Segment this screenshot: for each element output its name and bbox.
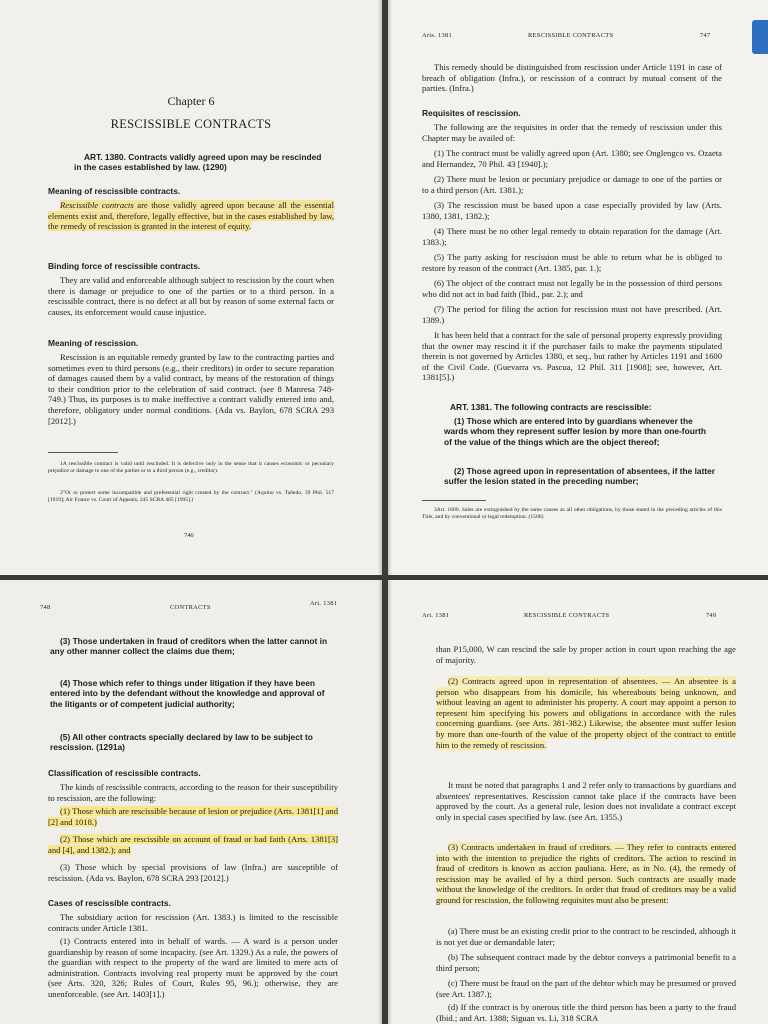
- running-head-center: RESCISSIBLE CONTRACTS: [528, 32, 614, 39]
- page-748: [0, 580, 382, 1024]
- running-head-left: Arts. 1381: [422, 32, 452, 39]
- art-1381-item-3: (3) Those undertaken in fraud of creditors when the latter cannot in any other manner collect the claims due them;: [50, 636, 328, 657]
- footnote-1: 1A rescissible contract is valid until rescinded. It is defective only in the sense that it causes economic or pecuniary prejudice or damage to one of the parties or to a third person (e.g., creditor).: [48, 461, 334, 474]
- running-head-left: Art. 1381: [422, 612, 450, 619]
- page-gutter-shadow: [388, 580, 392, 1024]
- page-number: 749: [706, 612, 717, 619]
- requisite-4: (4) There must be no other legal remedy to obtain reparation for the damage (Art. 1383.);: [422, 226, 722, 247]
- meaning-paragraph: [48, 200, 334, 232]
- class-2: (2) Those which are rescissible on account of fraud or bad faith (Arts. 1381[3] and [4], and 1382.); and: [48, 834, 338, 855]
- chapter-label: Chapter 6: [167, 94, 215, 108]
- requisites-intro: The following are the requisites in order that the remedy of rescission under this Chapter may be availed of:: [422, 122, 722, 143]
- art-1381-item-1: (1) Those which are entered into by guardians whenever the wards whom they represent suffer lesion by more than one-fourth of the value of the things which are the object thereof;: [444, 416, 706, 447]
- fraud-paragraph: (3) Contracts undertaken in fraud of creditors. — They refer to contracts entered into with the intention to prejudice the rights of creditors. The action to rescind in fraud of creditors is known as accion pauliana. Here, as in No. (4), the remedy of rescission may be availed of by a third person. Such contracts are usually made without the knowledge of the creditors. In order that fraud of creditors may be a valid ground for rescission, the following requisites must also be present:: [436, 842, 736, 905]
- heading-binding: Binding force of rescissible contracts.: [48, 261, 201, 271]
- cases-intro: The subsidiary action for rescission (Art. 1383.) is limited to the rescissible contracts under Article 1381.: [48, 912, 338, 933]
- classification-intro: The kinds of rescissible contracts, according to the reason for their susceptibility to rescission, are the following:: [48, 782, 338, 803]
- fraud-requisite-a: (a) There must be an existing credit prior to the contract to be rescinded, although it is not yet due or demandable later;: [436, 926, 736, 947]
- running-head-right: Art. 1381: [310, 600, 338, 607]
- absentees-paragraph: (2) Contracts agreed upon in representation of absentees. — An absentee is a person who disappears from his domicile, his whereabouts being unknown, and without leaving an agent to administer his property. A court may appoint a person to represent him specifying his powers and obligations in accordance with the rules concerning guardians. (see Arts. 381-382.) Likewise, the absentee must suffer lesion by more than one-fourth of the value of the property object of the contract to entitle him to the remedy of rescission.: [436, 676, 736, 750]
- requisite-7: (7) The period for filing the action for rescission must not have prescribed. (Art. 1389.): [422, 304, 722, 325]
- binding-paragraph: They are valid and enforceable although subject to rescission by the court when there is damage or prejudice to one of the parties or to a third person. In a rescissible contract, there is no defect at all but by reason of some external facts or causes, its enforcement would cause injustice.: [48, 275, 334, 317]
- footnote-2: 2"Or to protect some incompatible and preferential right created by the contract." (Aquino vs. Tañedo, 39 Phil. 517 [1919]; Air France vs. Court of Appeals, 245 SCRA 485 [1995].): [48, 490, 334, 503]
- requisite-2: (2) There must be lesion or pecuniary prejudice or damage to one of the parties or to a third person (Art. 1381.);: [422, 174, 722, 195]
- footnote-rule: [422, 500, 486, 501]
- page-gutter-shadow: [388, 0, 392, 575]
- page-749: [388, 580, 768, 1024]
- heading-requisites: Requisites of rescission.: [422, 108, 521, 118]
- art-1381: ART. 1381. The following contracts are rescissible:: [450, 402, 652, 412]
- page-number: 746: [184, 532, 194, 539]
- term-rescissible: Rescissible contracts: [60, 200, 134, 210]
- fraud-requisite-b: (b) The subsequent contract made by the debtor conveys a patrimonial benefit to a third person;: [436, 952, 736, 973]
- noted-paragraph: It must be noted that paragraphs 1 and 2 refer only to transactions by guardians and absentees' representatives. Rescission cannot take place if the contracts have been approved by the court. As a general rule, lesion does not invalidate a contract except only in special cases specified by law. (see Art. 1355.): [436, 780, 736, 822]
- intro-paragraph: This remedy should be distinguished from rescission under Article 1191 in case of breach of obligation (Infra.), or rescission of a contract by mutual consent of the parties. (Infra.): [422, 62, 722, 94]
- held-paragraph: It has been held that a contract for the sale of personal property expressly providing that the owner may rescind it if the purchaser fails to make the payments stipulated therein is not governed by Articles 1380, et seq., but rather by Articles 1191 and 1600 of the Civil Code. (Guevarra vs. Pascua, 12 Phil. 311 [1908]; see, however, Art. 1381[5].): [422, 330, 722, 383]
- page-gutter-shadow: [378, 580, 382, 1024]
- page-747: [388, 0, 768, 575]
- footnote-3: 3Art. 1600. Sales are extinguished by the same causes as all other obligations, by those stated in the preceding articles of this Title, and by conventional or legal redemption. (1506): [422, 507, 722, 520]
- footnote-rule: [48, 452, 118, 453]
- fraud-requisite-c: (c) There must be fraud on the part of the debtor which may be presumed or proved (see Art. 1387.);: [436, 978, 736, 999]
- requisite-6: (6) The object of the contract must not legally be in the possession of third persons who did not act in bad faith (Ibid., par. 2.); and: [422, 278, 722, 299]
- heading-meaning-rescission: Meaning of rescission.: [48, 338, 139, 348]
- page-number: 748: [40, 604, 51, 611]
- fraud-requisite-d: (d) If the contract is by onerous title the third person has been a party to the fraud (Ibid.; and Art. 1388; Siguan vs. Li, 318 SCRA: [436, 1002, 736, 1023]
- page-tab-marker: [752, 20, 768, 54]
- page-number: 747: [700, 32, 711, 39]
- heading-meaning: Meaning of rescissible contracts.: [48, 186, 181, 196]
- rescission-paragraph: Rescission is an equitable remedy granted by law to the contracting parties and sometimes even to third persons (e.g., their creditors) in order to secure reparation of damages caused them by a valid contract, by means of the restoration of things to their condition prior to the celebration of said contract. (see 8 Manresa 748-749.) Thus, its purposes is to make ineffective a contract validly entered into and, therefore, obligatory under normal conditions. (Ada vs. Baylon, 678 SCRA 293 [2012].): [48, 352, 334, 426]
- art-1380: ART. 1380. Contracts validly agreed upon may be rescinded in the cases established by law. (1290): [74, 152, 322, 173]
- art-1381-item-5: (5) All other contracts specially declared by law to be subject to rescission. (1291a): [50, 732, 313, 753]
- requisite-1: (1) The contract must be validly agreed upon (Art. 1380; see Onglengco vs. Ozaeta and Hernandez, 70 Phil. 43 [1940].);: [422, 148, 722, 169]
- page-746: [0, 0, 382, 575]
- continued-paragraph: than P15,000, W can rescind the sale by proper action in court upon reaching the age of majority.: [436, 644, 736, 665]
- art-1381-item-2: (2) Those agreed upon in representation of absentees, if the latter suffer the lesion stated in the preceding number;: [444, 466, 716, 487]
- chapter-title: RESCISSIBLE CONTRACTS: [110, 117, 272, 131]
- heading-cases: Cases of rescissible contracts.: [48, 898, 171, 908]
- heading-classification: Classification of rescissible contracts.: [48, 768, 201, 778]
- art-1381-item-4: (4) Those which refer to things under litigation if they have been entered into by the defendant without the knowledge and approval of the litigants or of competent judicial authority;: [50, 678, 325, 709]
- page-gutter-shadow: [378, 0, 382, 575]
- class-3: (3) Those which by special provisions of law (Infra.) are susceptible of rescission. (Ada vs. Baylon, 678 SCRA 293 [2012].): [48, 862, 338, 883]
- requisite-3: (3) The rescission must be based upon a case especially provided by law (Arts. 1380, 1381, 1382.);: [422, 200, 722, 221]
- wards-paragraph: (1) Contracts entered into in behalf of wards. — A ward is a person under guardianship by reason of some incapacity. (see Art. 1329.) As a rule, the powers of the guardian with respect to the property of the ward are limited to mere acts of administration. Contracts involving real property must be approved by the court (see Arts. 320, 326; Rules of Court, Rules 95, 96.); otherwise, they are unenforceable. (see Art. 1403[1].): [48, 936, 338, 999]
- meaning-body: are those validly agreed upon because all the essential elements exist and, therefore, legally effective, but in the cases established by law, the remedy of rescission is granted in the interest of equity.: [48, 200, 335, 232]
- running-head-center: CONTRACTS: [170, 604, 211, 611]
- class-1: (1) Those which are rescissible because of lesion or prejudice (Arts. 1381[1] and [2] and 1018.): [48, 806, 338, 827]
- requisite-5: (5) The party asking for rescission must be able to return what he is obliged to restore by reason of the contract (Art. 1385, par. 1.);: [422, 252, 722, 273]
- running-head-center: RESCISSIBLE CONTRACTS: [524, 612, 610, 619]
